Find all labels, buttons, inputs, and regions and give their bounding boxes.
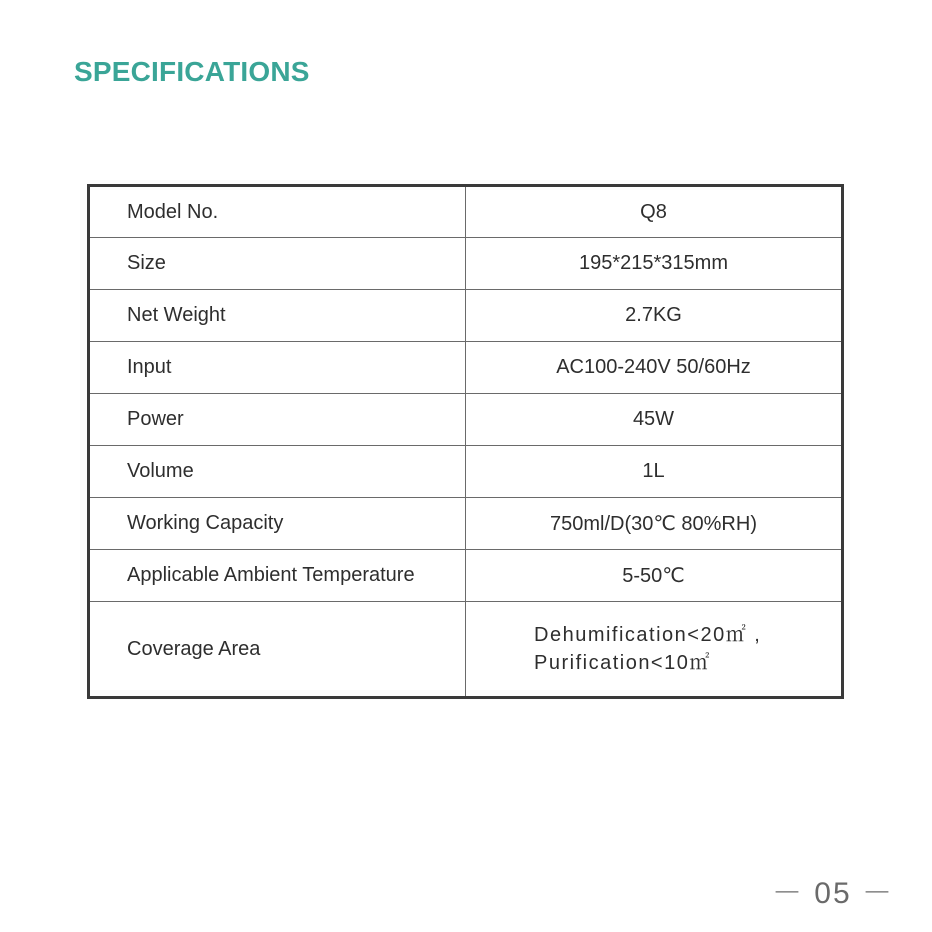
spec-label: Size	[89, 238, 466, 290]
spec-value: 1L	[466, 446, 843, 498]
table-row	[89, 550, 843, 602]
spec-label: Applicable Ambient Temperature	[89, 550, 466, 602]
spec-label: Coverage Area	[89, 602, 466, 698]
table-row	[89, 290, 843, 342]
spec-value-line: Purification<10㎡	[534, 652, 711, 674]
spec-label: Input	[89, 342, 466, 394]
spec-value: 195*215*315mm	[466, 238, 843, 290]
spec-value: 45W	[466, 394, 843, 446]
spec-value: 2.7KG	[466, 290, 843, 342]
table-row	[89, 498, 843, 550]
specifications-table	[87, 184, 844, 699]
spec-label: Net Weight	[89, 290, 466, 342]
spec-value: Q8	[466, 186, 843, 238]
table-row	[89, 394, 843, 446]
spec-value	[466, 602, 843, 698]
table-row	[89, 446, 843, 498]
table-row	[89, 238, 843, 290]
spec-value: AC100-240V 50/60Hz	[466, 342, 843, 394]
spec-value-line: Dehumification<20㎡ ,	[534, 624, 762, 646]
spec-value: 5-50℃	[466, 550, 843, 602]
spec-label: Working Capacity	[89, 498, 466, 550]
spec-label: Model No.	[89, 186, 466, 238]
spec-label: Volume	[89, 446, 466, 498]
spec-label: Power	[89, 394, 466, 446]
table-row	[89, 186, 843, 238]
spec-value: 750ml/D(30℃ 80%RH)	[466, 498, 843, 550]
table-row	[89, 602, 843, 698]
page-number: － 05 －	[771, 877, 894, 910]
table-row	[89, 342, 843, 394]
page-title: SPECIFICATIONS	[74, 56, 310, 87]
